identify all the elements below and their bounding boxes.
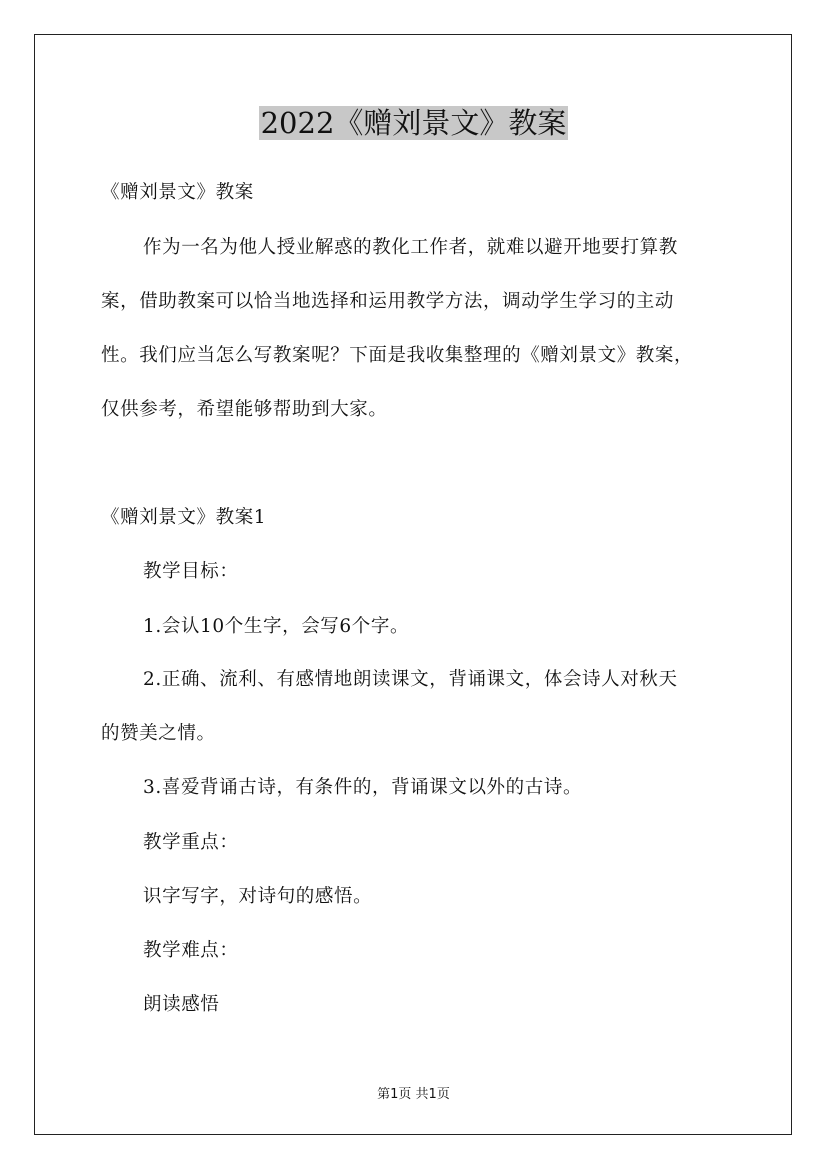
intro-line-3: 性。我们应当怎么写教案呢？下面是我收集整理的《赠刘景文》教案，	[101, 345, 694, 366]
objective-2-line-2: 的赞美之情。	[101, 723, 216, 744]
document-title-text: 2022《赠刘景文》教案	[260, 106, 567, 140]
document-title	[0, 103, 827, 143]
objective-3: 3.喜爱背诵古诗，有条件的，背诵课文以外的古诗。	[143, 777, 583, 798]
objective-2-line-1: 2.正确、流利、有感情地朗读课文，背诵课文，体会诗人对秋天	[143, 669, 678, 690]
objectives-heading: 教学目标：	[143, 561, 239, 582]
focus-text: 识字写字，对诗句的感悟。	[143, 886, 373, 907]
difficulty-heading: 教学难点：	[143, 940, 239, 961]
intro-line-4: 仅供参考，希望能够帮助到大家。	[101, 399, 388, 420]
document-subtitle: 《赠刘景文》教案	[101, 182, 254, 203]
page-footer: 第1页 共1页	[377, 1087, 450, 1102]
difficulty-text: 朗读感悟	[143, 994, 220, 1015]
objective-1: 1.会认10个生字，会写6个字。	[143, 616, 410, 637]
section1-heading: 《赠刘景文》教案1	[101, 507, 267, 528]
intro-line-1: 作为一名为他人授业解惑的教化工作者，就难以避开地要打算教	[143, 237, 678, 258]
focus-heading: 教学重点：	[143, 832, 239, 853]
intro-line-2: 案，借助教案可以恰当地选择和运用教学方法，调动学生学习的主动	[101, 291, 675, 312]
